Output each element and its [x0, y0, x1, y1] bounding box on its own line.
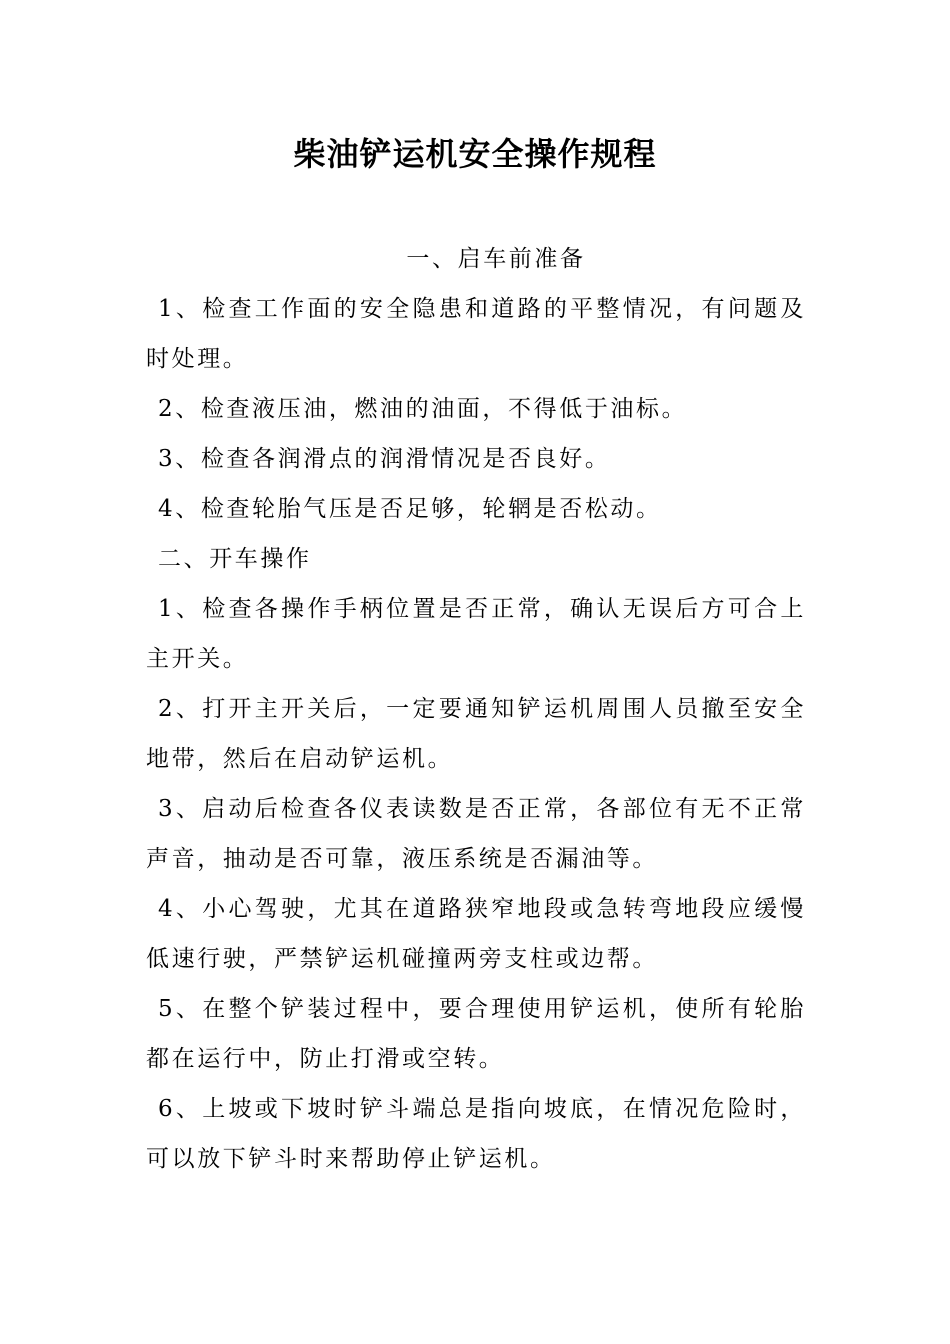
section-1-item-3: 3、检查各润滑点的润滑情况是否良好。 [158, 446, 611, 472]
section-2-item-2: 2、打开主开关后，一定要通知铲运机周围人员撤至安全地带，然后在启动铲运机。 [146, 696, 806, 772]
section-2-item-1: 1、检查各操作手柄位置是否正常，确认无误后方可合上主开关。 [146, 596, 806, 672]
section-1-item-4: 4、检查轮胎气压是否足够，轮辋是否松动。 [158, 496, 662, 522]
section-heading-1: 一、启车前准备 [406, 246, 586, 272]
document-title: 柴油铲运机安全操作规程 [293, 135, 657, 173]
document-body [146, 234, 806, 1184]
section-heading-2: 二、开车操作 [158, 546, 312, 572]
section-2-item-3: 3、启动后检查各仪表读数是否正常，各部位有无不正常声音，抽动是否可靠，液压系统是否漏油等。 [146, 796, 806, 872]
section-2-item-5: 5、在整个铲装过程中，要合理使用铲运机，使所有轮胎都在运行中，防止打滑或空转。 [146, 996, 806, 1072]
section-2-item-6: 6、上坡或下坡时铲斗端总是指向坡底，在情况危险时，可以放下铲斗时来帮助停止铲运机。 [146, 1096, 806, 1172]
section-1-item-1: 1、检查工作面的安全隐患和道路的平整情况，有问题及时处理。 [146, 296, 806, 372]
section-2-item-4: 4、小心驾驶，尤其在道路狭窄地段或急转弯地段应缓慢低速行驶，严禁铲运机碰撞两旁支柱或边帮。 [146, 896, 806, 972]
section-1-item-2: 2、检查液压油，燃油的油面，不得低于油标。 [158, 396, 688, 422]
